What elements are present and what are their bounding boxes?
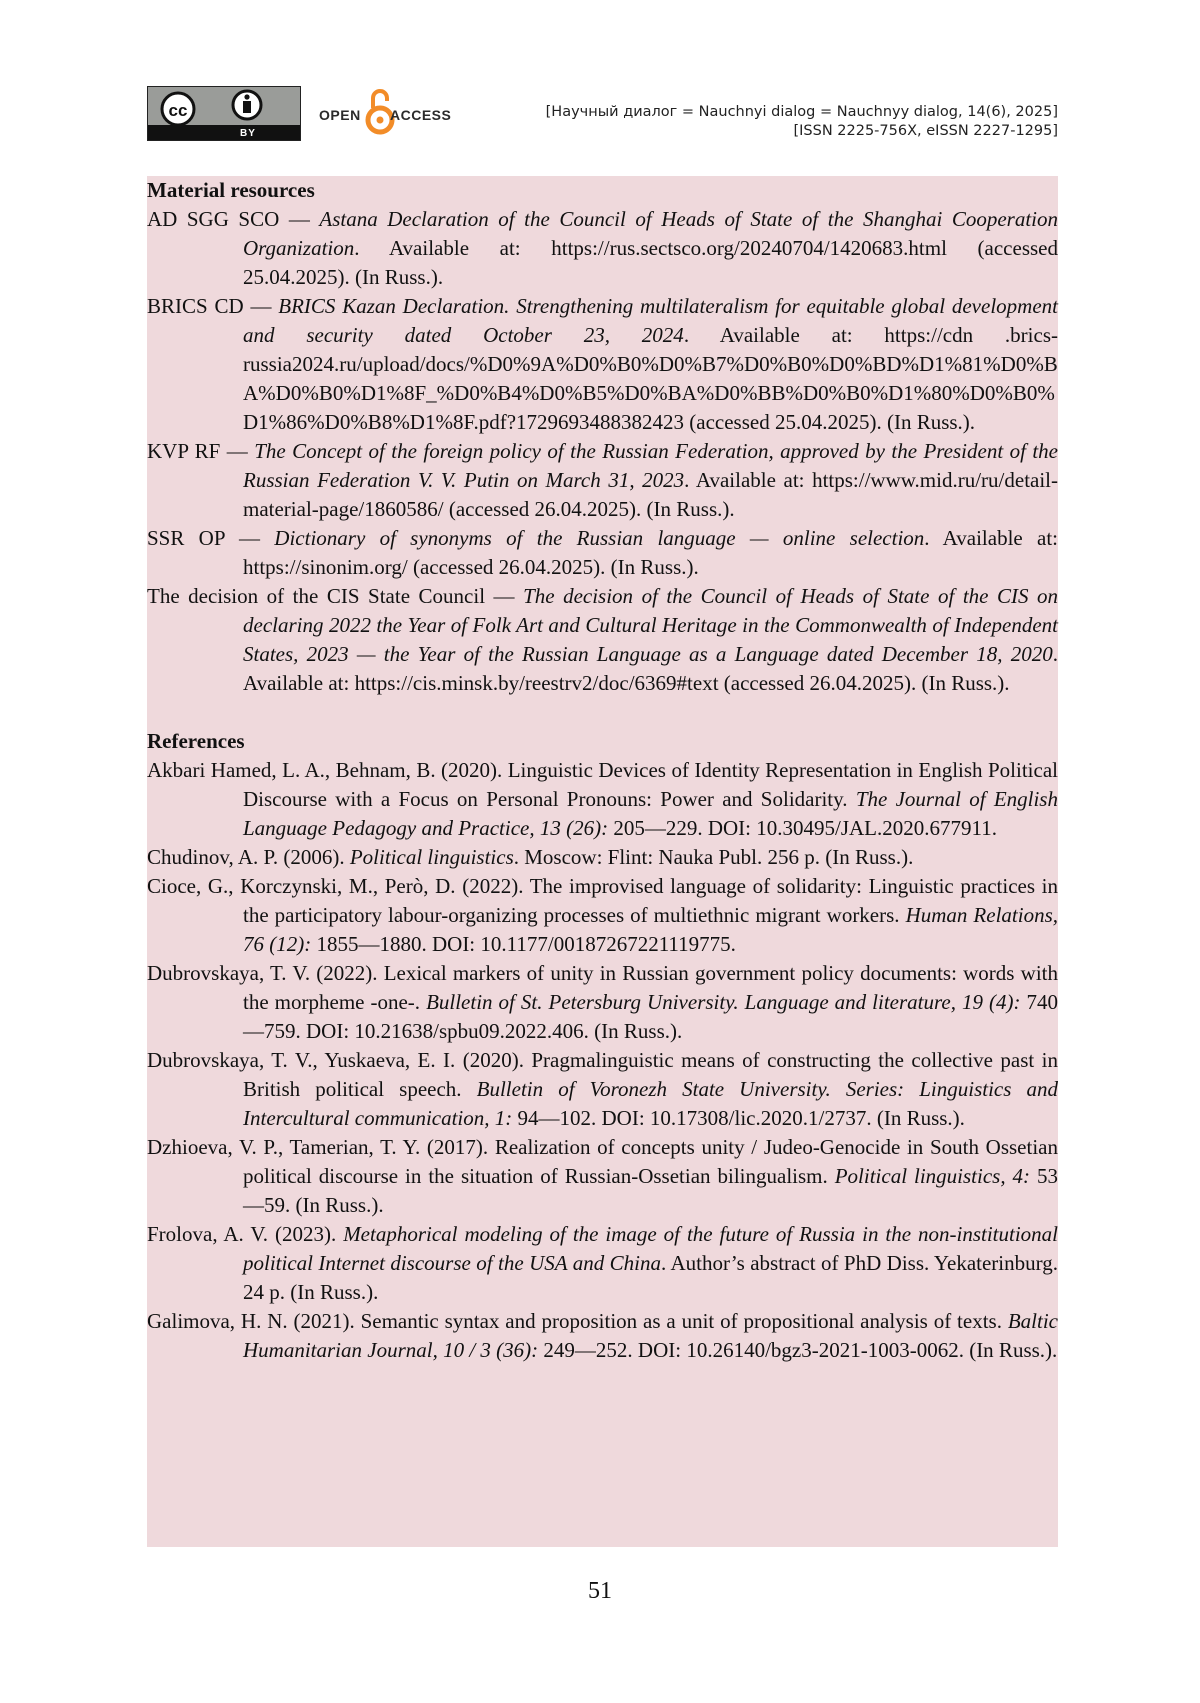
reference-rest: 1855—1880. DOI: 10.1177/00187267221119775.: [311, 932, 736, 956]
material-item-lead: AD SGG SCO —: [147, 207, 320, 231]
material-item-lead: BRICS CD —: [147, 294, 279, 318]
material-item-title: Astana Declaration of the Council of Heads of State of the Shanghai Cooperation Organization: [243, 207, 1058, 260]
reference-rest: 53—59. (In Russ.).: [243, 1164, 1059, 1217]
cc-by-license-badge[interactable]: [147, 86, 301, 141]
material-item-rest: . Available at: https://sinonim.org/ (accessed 26.04.2025). (In Russ.).: [243, 526, 1059, 579]
open-access-logo[interactable]: [319, 86, 469, 141]
material-item-title: Dictionary of synonyms of the Russian language — online selection: [274, 526, 925, 550]
reference-item: [147, 959, 1058, 1046]
material-item-lead: The decision of the CIS State Council —: [147, 584, 524, 608]
reference-rest: 249—252. DOI: 10.26140/bgz3-2021-1003-0062. (In Russ.).: [538, 1338, 1058, 1362]
open-label: OPEN: [319, 107, 361, 123]
material-resources-title: Material resources: [147, 178, 315, 202]
reference-source: Political linguistics, 4:: [834, 1164, 1031, 1188]
material-item: [147, 437, 1058, 524]
reference-rest: 205—229. DOI: 10.30495/JAL.2020.677911.: [608, 816, 997, 840]
material-item-rest: . Available at: https://cis.minsk.by/reestrv2/doc/6369#text (accessed 26.04.2025). (In Russ.).: [243, 642, 1058, 695]
material-item: [147, 205, 1058, 292]
material-item-title: BRICS Kazan Declaration. Strengthening multilateralism for equitable global development and security dated October 23, 2024: [243, 294, 1058, 347]
cc-icon: [148, 87, 302, 127]
reference-item: [147, 756, 1058, 843]
material-item-title: The decision of the Council of Heads of State of the CIS on declaring 2022 the Year of Folk Art and Cultural Heritage in the Commonwealth of Independent States, 2023 — the Year of the Russian Language as a Language dated December 18, 2020: [243, 584, 1058, 666]
reference-rest: . Author’s abstract of PhD Diss. Yekaterinburg. 24 p. (In Russ.).: [243, 1251, 1058, 1304]
material-item: [147, 292, 1058, 437]
by-strip: [148, 125, 300, 140]
material-item-lead: KVP RF —: [147, 439, 255, 463]
page-number: 51: [588, 1578, 612, 1604]
reference-source: Political linguistics: [349, 845, 514, 869]
reference-lead: Frolova, A. V. (2023).: [147, 1222, 344, 1246]
reference-lead: Dzhioeva, V. P., Tamerian, T. Y. (2017). Realization of concepts unity / Judeo-Genocide in South Ossetian political discourse in the situation of Russian-Ossetian bilingualism.: [147, 1135, 1058, 1188]
reference-source: Bulletin of St. Petersburg University. Language and literature, 19 (4):: [426, 990, 1021, 1014]
reference-item: [147, 1220, 1058, 1307]
reference-item: [147, 1307, 1058, 1365]
reference-source: Human Relations, 76 (12):: [243, 903, 1059, 956]
reference-rest: . Moscow: Flint: Nauka Publ. 256 p. (In Russ.).: [513, 845, 914, 869]
material-item-lead: SSR OP —: [147, 526, 275, 550]
reference-lead: Chudinov, A. P. (2006).: [147, 845, 350, 869]
journal-info: [546, 103, 1058, 141]
reference-item: [147, 1046, 1058, 1133]
material-item-rest: . Available at: https://www.mid.ru/ru/detail-material-page/1860586/ (accessed 26.04.2025). (In Russ.).: [243, 468, 1059, 521]
references-block: [147, 176, 1058, 1547]
reference-lead: Dubrovskaya, T. V. (2022). Lexical markers of unity in Russian government policy documents: words with the morpheme -one-.: [147, 961, 1058, 1014]
reference-item: [147, 843, 1058, 872]
journal-issn: [ISSN 2225-756X, eISSN 2227-1295]: [793, 123, 1058, 139]
page-header: [147, 86, 1058, 146]
reference-source: Bulletin of Voronezh State University. Series: Linguistics and Intercultural communication, 1:: [243, 1077, 1059, 1130]
by-label: BY: [240, 128, 256, 139]
material-item-rest: . Available at: https://rus.sectsco.org/20240704/1420683.html (accessed 25.04.2025). (In Russ.).: [243, 236, 1058, 289]
reference-lead: Dubrovskaya, T. V., Yuskaeva, E. I. (2020). Pragmalinguistic means of constructing the collective past in British political speech.: [147, 1048, 1058, 1101]
journal-citation: [Научный диалог = Nauchnyi dialog = Nauchnyy dialog, 14(6), 2025]: [545, 104, 1058, 120]
svg-text:cc: cc: [168, 101, 188, 120]
material-item-rest: . Available at: https://cdn .brics-russia2024.ru/upload/docs/%D0%9A%D0%B0%D0%B7%D0%B0%D0%BD%D1%81%D0%BA%D0%B0%D1%8F_%D0%B4%D0%B5%D0%BA%D0%BB%D0%B0%D1%80%D0%B0%D1%86%D0%B8%D1%8F.pdf?1729693488382423 (accessed 25.04.2025). (In Russ.).: [243, 323, 1058, 434]
reference-lead: Akbari Hamed, L. A., Behnam, B. (2020). Linguistic Devices of Identity Representation in English Political Discourse with a Focus on Personal Pronouns: Power and Solidarity.: [147, 758, 1058, 811]
reference-item: [147, 1133, 1058, 1220]
reference-item: [147, 872, 1058, 959]
reference-source: Baltic Humanitarian Journal, 10 / 3 (36):: [243, 1309, 1058, 1362]
material-item: [147, 582, 1058, 698]
material-item: [147, 524, 1058, 582]
reference-source: The Journal of English Language Pedagogy and Practice, 13 (26):: [243, 787, 1058, 840]
reference-rest: 94—102. DOI: 10.17308/lic.2020.1/2737. (In Russ.).: [512, 1106, 965, 1130]
material-item-title: The Concept of the foreign policy of the Russian Federation, approved by the President of the Russian Federation V. V. Putin on March 31, 2023: [243, 439, 1058, 492]
reference-rest: 740—759. DOI: 10.21638/spbu09.2022.406. (In Russ.).: [243, 990, 1058, 1043]
reference-source: Metaphorical modeling of the image of the future of Russia in the non-institutional political Internet discourse of the USA and China: [243, 1222, 1058, 1275]
reference-lead: Cioce, G., Korczynski, M., Però, D. (2022). The improvised language of solidarity: Linguistic practices in the participatory labour-organizing processes of multiethnic migrant workers.: [147, 874, 1058, 927]
access-label: ACCESS: [390, 107, 452, 123]
section-gap: [147, 698, 1058, 727]
references-title: References: [147, 729, 245, 753]
reference-lead: Galimova, H. N. (2021). Semantic syntax and proposition as a unit of propositional analysis of texts.: [147, 1309, 1008, 1333]
